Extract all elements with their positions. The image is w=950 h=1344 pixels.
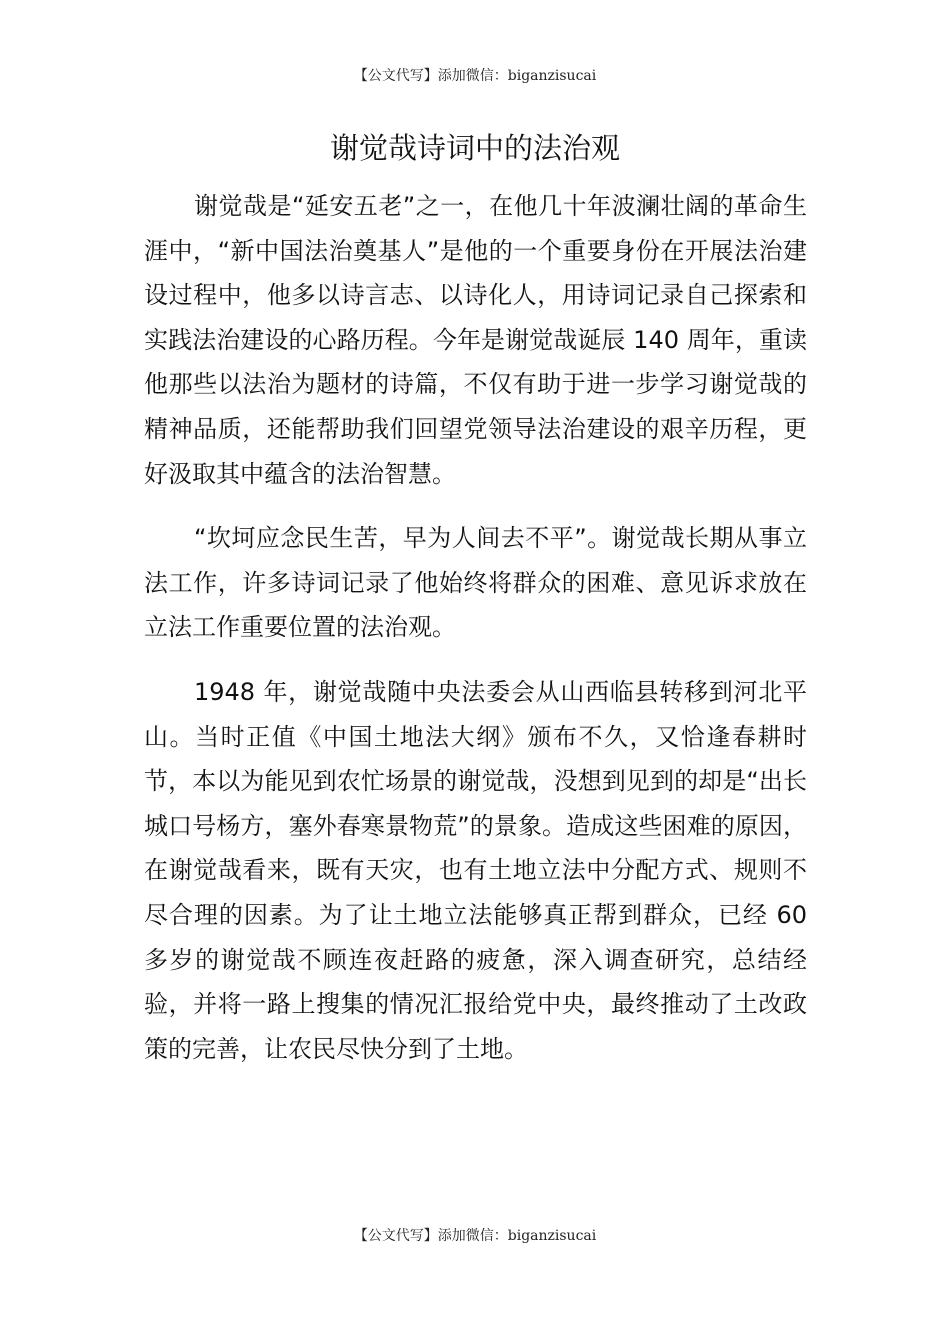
- paragraph-2: “坎坷应念民生苦，早为人间去不平”。谢觉哉长期从事立法工作，许多诗词记录了他始终将群众的困难、意见诉求放在立法工作重要位置的法治观。: [144, 524, 807, 642]
- page-footer: 【公文代写】添加微信：biganzisucai: [353, 1228, 597, 1244]
- paragraph-1: 谢觉哉是“延安五老”之一，在他几十年波澜壮阔的革命生涯中，“新中国法治奠基人”是他的一个重要身份在开展法治建设过程中，他多以诗言志、以诗化人，用诗词记录自己探索和实践法治建设的心路历程。今年是谢觉哉诞辰 140 周年，重读他那些以法治为题材的诗篇，不仅有助于进一步学习谢觉哉的精神品质，还能帮助我们回望党领导法治建设的艰辛历程，更好汲取其中蕴含的法治智慧。: [144, 192, 807, 488]
- document-body: [144, 184, 807, 1091]
- page-header: 【公文代写】添加微信：biganzisucai: [353, 68, 597, 84]
- paragraph-3: 1948 年，谢觉哉随中央法委会从山西临县转移到河北平山。当时正值《中国土地法大纲》颁布不久，又恰逢春耕时节，本以为能见到农忙场景的谢觉哉，没想到见到的却是“出长城口号杨方，塞外春寒景物荒”的景象。造成这些困难的原因，在谢觉哉看来，既有天灾，也有土地立法中分配方式、规则不尽合理的因素。为了让土地立法能够真正帮到群众，已经 60 多岁的谢觉哉不顾连夜赶路的疲惫，深入调查研究，总结经验，并将一路上搜集的情况汇报给党中央，最终推动了土改政策的完善，让农民尽快分到了土地。: [144, 677, 807, 1063]
- document-title: 谢觉哉诗词中的法治观: [329, 131, 620, 165]
